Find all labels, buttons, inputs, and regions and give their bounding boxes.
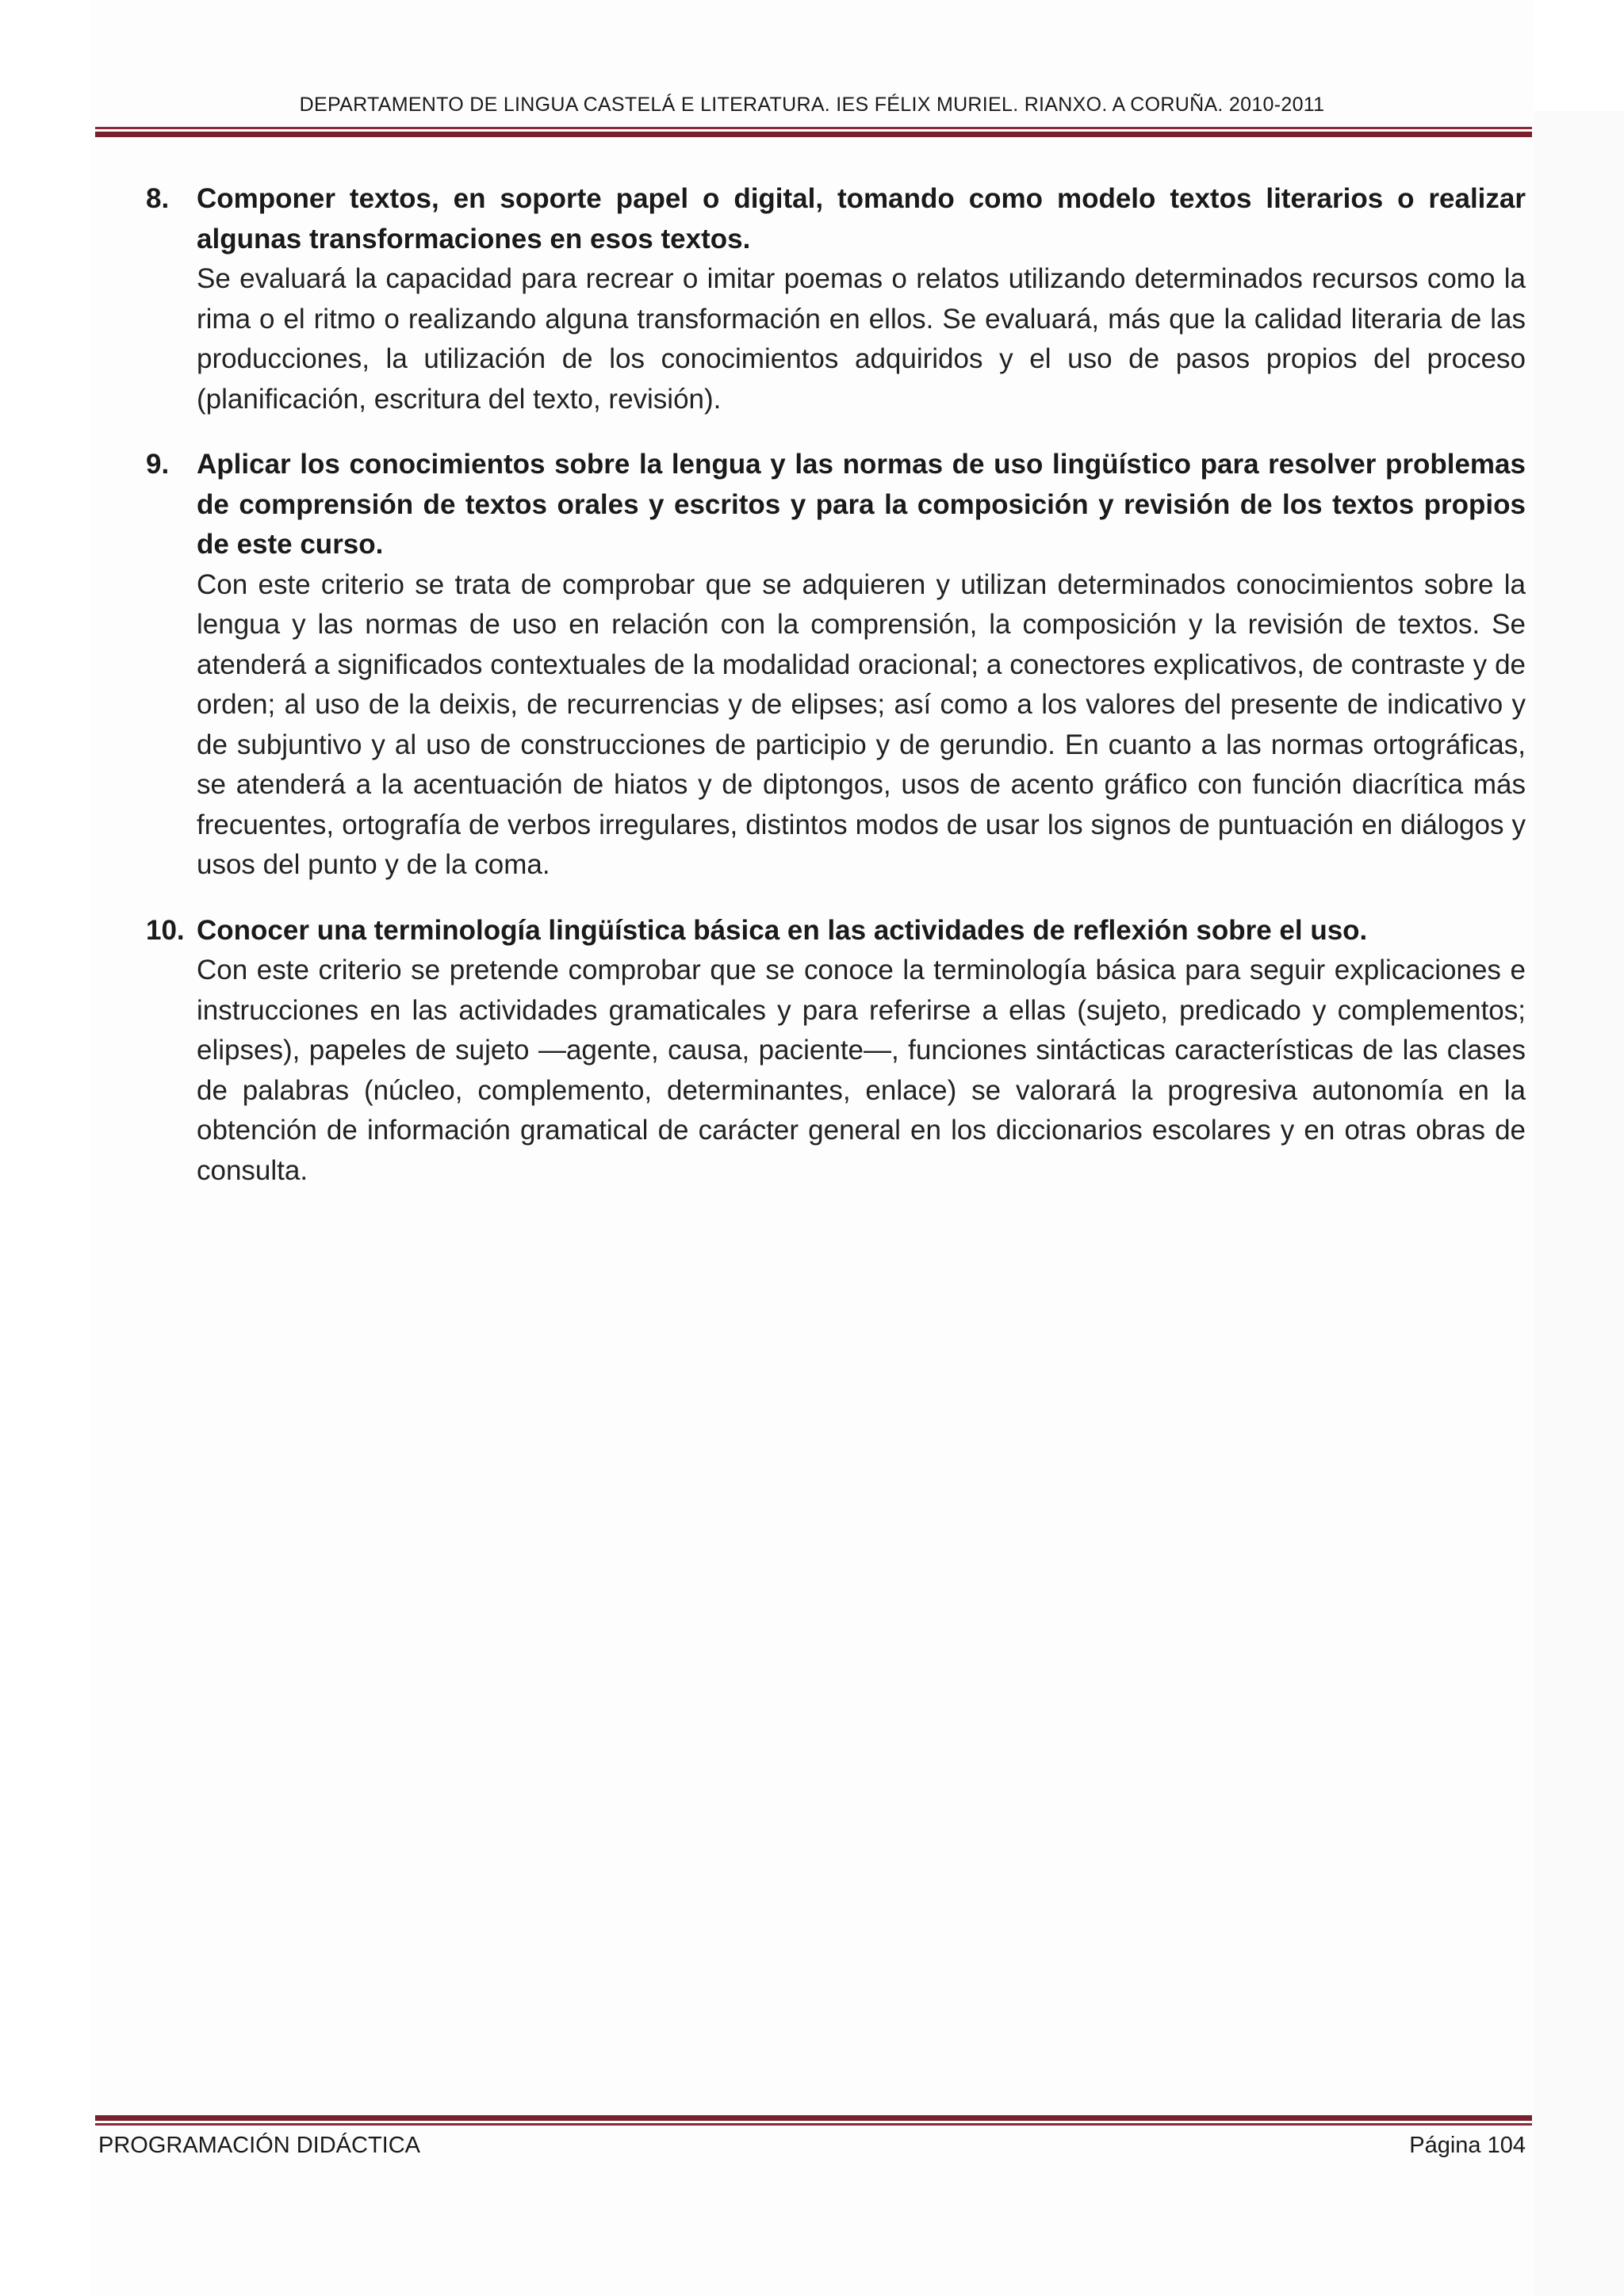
item-body: Se evaluará la capacidad para recrear o imitar poemas o relatos utilizando determinados recursos como la rima o el ritmo o realizando alguna transformación en ellos. Se evaluará, más que la calidad literaria de las producciones, la utilización de los conocimientos adquiridos y el uso de pasos propios del proceso (planificación, escritura del texto, revisión). [197, 263, 1526, 415]
list-item [146, 911, 1526, 1192]
item-title: Conocer una terminología lingüística básica en las actividades de reflexión sobre el uso. [197, 914, 1368, 946]
header-rule [95, 127, 1532, 137]
footer-rule [95, 2115, 1532, 2126]
item-number: 9. [146, 449, 170, 480]
list-item [146, 179, 1526, 419]
page-number: Página 104 [1409, 2133, 1526, 2158]
item-body: Con este criterio se trata de comprobar que se adquieren y utilizan determinados conocimientos sobre la lengua y las normas de uso en relación con la comprensión, la composición y la revisión de textos. Se atenderá a significados contextuales de la modalidad oracional; a conectores explicativos, de contraste y de orden; al uso de la deixis, de recurrencias y de elipses; así como a los valores del presente de indicativo y de subjuntivo y al uso de construcciones de participio y de gerundio. En cuanto a las normas ortográficas, se atenderá a la acentuación de hiatos y de diptongos, usos de acento gráfico con función diacrítica más frecuentes, ortografía de verbos irregulares, distintos modos de usar los signos de puntuación en diálogos y usos del punto y de la coma. [197, 568, 1526, 880]
item-title: Aplicar los conocimientos sobre la lengua y las normas de uso lingüístico para resolver problemas de comprensión de textos orales y escritos y para la composición y revisión de los textos propios de este curso. [197, 449, 1526, 560]
criteria-list [146, 179, 1526, 1216]
item-number: 10. [146, 914, 185, 946]
list-item [146, 445, 1526, 886]
page-edge-shadow [1534, 111, 1624, 2296]
item-body: Con este criterio se pretende comprobar que se conoce la terminología básica para seguir explicaciones e instrucciones en las actividades gramaticales y para referirse a ellas (sujeto, predicado y complementos; elipses), papeles de sujeto —agente, causa, paciente—, funciones sintácticas características de las clases de palabras (núcleo, complemento, determinantes, enlace) se valorará la progresiva autonomía en la obtención de información gramatical de carácter general en los diccionarios escolares y en otras obras de consulta. [197, 955, 1526, 1186]
item-number: 8. [146, 183, 170, 214]
page-header: DEPARTAMENTO DE LINGUA CASTELÁ E LITERATURA. IES FÉLIX MURIEL. RIANXO. A CORUÑA. 2010-2011 [299, 94, 1325, 116]
item-title: Componer textos, en soporte papel o digital, tomando como modelo textos literarios o realizar algunas transformaciones en esos textos. [197, 183, 1526, 254]
footer-title: PROGRAMACIÓN DIDÁCTICA [98, 2133, 421, 2158]
